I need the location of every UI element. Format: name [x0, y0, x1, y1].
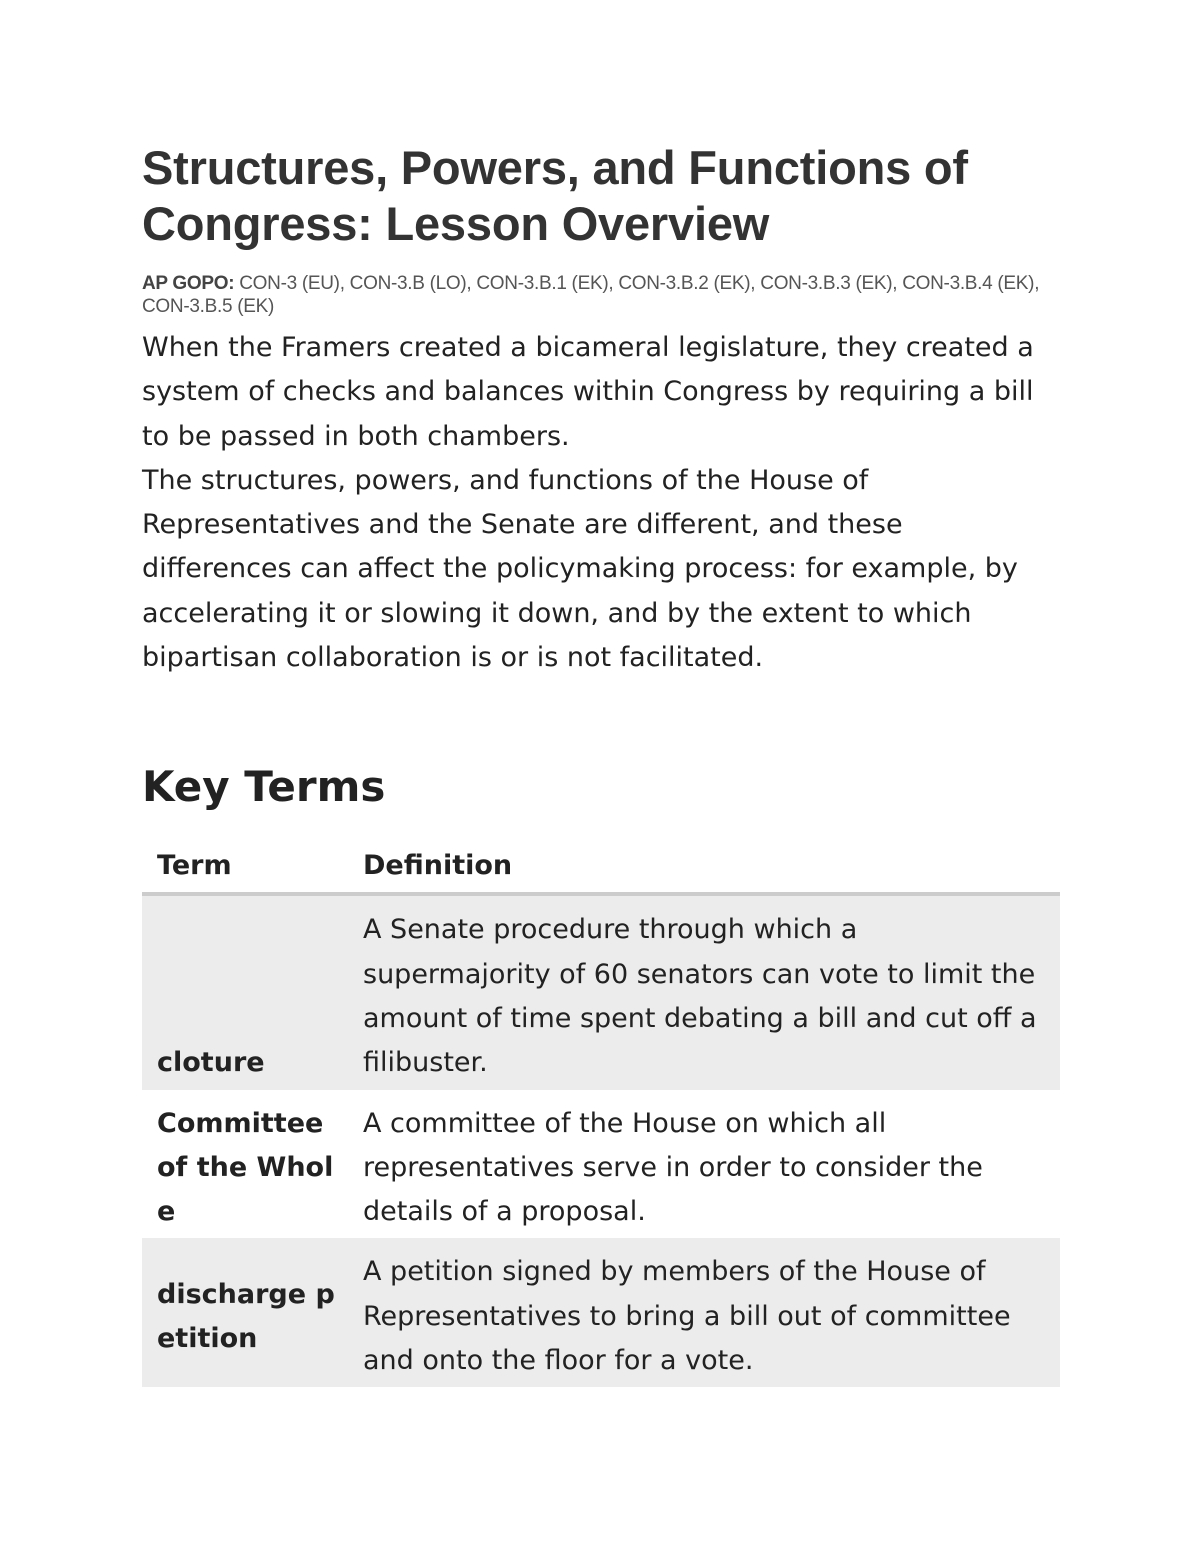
standards-codes: CON-3 (EU), CON-3.B (LO), CON-3.B.1 (EK), CON-3.B.2 (EK), CON-3.B.3 (EK), CON-3.B.4 (EK), CON-3.B.5 (EK)	[142, 273, 1040, 317]
term-column-header: Term	[142, 846, 348, 894]
definition-cell: A Senate procedure through which a supermajority of 60 senators can vote to limit the amount of time spent debating a bill and cut off a filibuster.	[348, 894, 1060, 1089]
term-cell: discharge petition	[142, 1238, 348, 1387]
standards-label: AP GOPO:	[142, 273, 235, 294]
overview-paragraph-1: When the Framers created a bicameral legislature, they created a system of checks and balances within Congress by requiring a bill to be passed in both chambers.	[142, 332, 1034, 452]
page-title: Structures, Powers, and Functions of Congress: Lesson Overview	[142, 141, 968, 250]
table-row	[142, 1238, 1060, 1387]
document-page	[142, 140, 1060, 1387]
key-terms-heading: Key Terms	[142, 762, 386, 812]
overview-paragraph-2: The structures, powers, and functions of the House of Representatives and the Senate are different, and these differences can affect the policymaking process: for example, by accelerating it or slowing it down, and by the extent to which bipartisan collaboration is or is not facilitated.	[142, 464, 1018, 674]
definition-column-header: Definition	[348, 846, 1060, 894]
key-terms-table	[142, 846, 1060, 1387]
definition-cell: A petition signed by members of the House of Representatives to bring a bill out of committee and onto the floor for a vote.	[348, 1238, 1060, 1387]
standards-line	[142, 272, 1060, 318]
term-cell: cloture	[142, 894, 348, 1089]
table-row	[142, 894, 1060, 1089]
table-header-row	[142, 846, 1060, 894]
table-row	[142, 1090, 1060, 1239]
definition-cell: A committee of the House on which all representatives serve in order to consider the details of a proposal.	[363, 1107, 983, 1228]
term-cell: Committee of the Whole	[157, 1107, 334, 1228]
